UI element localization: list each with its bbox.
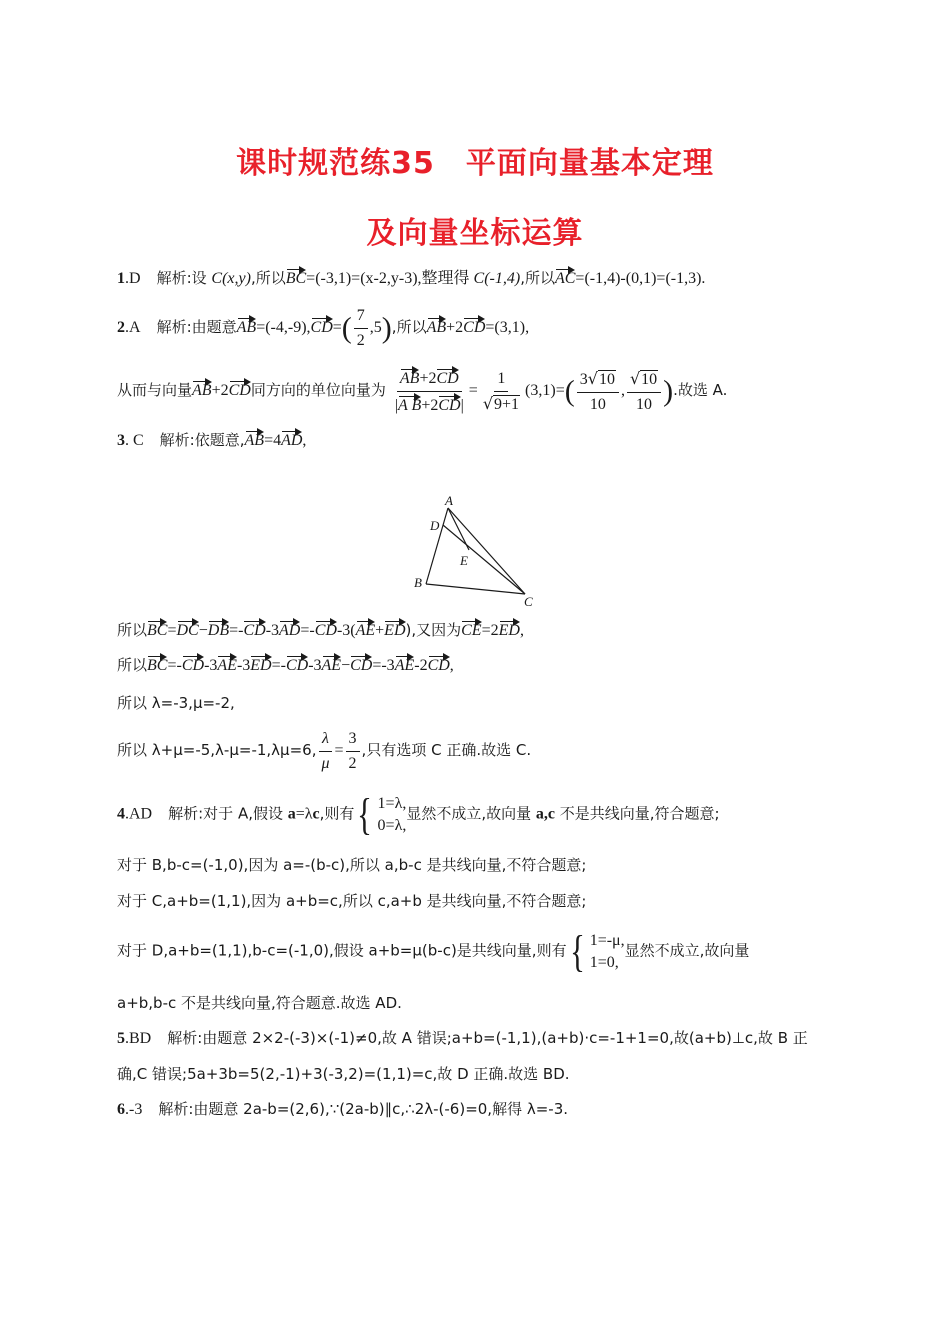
- q3-derivation-3: 所以 λ=-3,μ=-2,: [117, 694, 235, 712]
- q2-text: +2: [446, 319, 464, 337]
- q1-text: =(-1,4)-(0,1)=(-1,3).: [575, 270, 706, 287]
- paren-right: ): [663, 374, 674, 408]
- vector-ab: AB: [237, 315, 257, 337]
- unit-vector-fraction: $\frac{AB+2CD}{\text{|A B+2CD|}}$: [392, 366, 467, 417]
- fraction: $\frac{\lambda}{\mu}$: [318, 728, 332, 775]
- equation-system: { 1=λ, 0=λ,: [357, 790, 407, 839]
- q2-text: (3,1)=: [525, 382, 565, 400]
- vector-ab: AB: [192, 378, 212, 400]
- q5-number: 5: [117, 1030, 125, 1047]
- vector-ad: AD: [281, 428, 302, 450]
- q1-number: 1: [117, 270, 125, 287]
- q3-text: =4: [264, 432, 282, 449]
- q6-answer: .-3: [125, 1101, 143, 1118]
- q2-text: =(3,1),: [485, 319, 530, 337]
- paren-left: (: [564, 374, 575, 408]
- q1-text: ,所以: [520, 269, 555, 287]
- label-e: E: [460, 553, 468, 568]
- vector-ab: AB: [427, 315, 447, 337]
- q3-line: [117, 428, 306, 452]
- vector-ab: AB: [245, 428, 265, 450]
- q2-text: 同方向的单位向量为: [250, 381, 386, 400]
- segment-dc: [443, 525, 525, 594]
- q2-text: ,: [620, 382, 625, 400]
- q1-text: ,所以: [250, 269, 286, 287]
- q3-text: ,: [302, 432, 307, 449]
- q6-number: 6: [117, 1101, 125, 1118]
- q5-answer: .BD: [125, 1030, 152, 1047]
- q2-answer: .A: [125, 319, 141, 337]
- fraction: $\frac{7}{2}$: [354, 305, 368, 352]
- segment-ae: [448, 508, 469, 550]
- triangle-figure: [410, 492, 550, 612]
- q2-text: ,所以: [391, 318, 427, 337]
- q5-jiexi: 解析:: [167, 1029, 203, 1047]
- q4-option-b: 对于 B,b-c=(-1,0),因为 a=-(b-c),所以 a,b-c 是共线向量,不符合题意;: [117, 856, 587, 874]
- q3-derivation-4: 所以 λ+μ=-5,λ-μ=-1,λμ=6, $\frac{\lambda}{\mu}$ = $\frac{3}{2}$ ,只有选项 C 正确.故选 C.: [117, 728, 531, 775]
- fraction: $\frac{1}{√9+1}$: [482, 369, 520, 413]
- q1-text: 设: [191, 269, 212, 287]
- q1-jiexi: 解析:: [156, 269, 192, 287]
- q4-answer: .AD: [125, 805, 153, 823]
- segment-bc: [426, 584, 525, 594]
- q5-line2: 确,C 错误;5a+3b=5(2,-1)+3(-3,2)=(1,1)=c,故 D 正确.故选 BD.: [117, 1065, 570, 1083]
- segment-ac: [448, 508, 525, 594]
- q4-number: 4: [117, 805, 125, 823]
- vector-cd: CD: [229, 378, 251, 400]
- q3-number: 3: [117, 432, 125, 449]
- q3-answer: . C: [125, 432, 144, 449]
- label-c: C: [524, 594, 533, 609]
- q2-line1: [117, 305, 529, 352]
- q2-text: 由题意: [191, 318, 237, 337]
- paren-right: ): [381, 311, 392, 345]
- q2-number: 2: [117, 319, 125, 337]
- q4-line: 4.AD 解析:对于 A,假设 a=λc,则有 { 1=λ, 0=λ, 显然不成立,故向量 a,c 不是共线向量,符合题意;: [117, 790, 720, 839]
- vector-bc: BC: [286, 266, 306, 288]
- fraction: $\frac{3√10}{10}$: [577, 368, 619, 416]
- label-a: A: [445, 493, 453, 508]
- q6-jiexi: 解析:: [158, 1100, 194, 1118]
- q2-text: =: [468, 382, 478, 400]
- page-title-line2: 及向量坐标运算: [366, 216, 584, 251]
- q4-option-d: 对于 D,a+b=(1,1),b-c=(-1,0),假设 a+b=μ(b-c)是共线向量,则有 { 1=-μ, 1=0, 显然不成立,故向量: [117, 927, 750, 976]
- paren-left: (: [341, 311, 352, 345]
- fraction: $\frac{√10}{10}$: [627, 368, 661, 416]
- page-title-line1: 课时规范练35 平面向量基本定理: [236, 146, 714, 181]
- q2-jiexi: 解析:: [156, 318, 192, 337]
- vector-ac: AC: [555, 266, 575, 288]
- q1-point: C(-1,4): [473, 270, 521, 287]
- q2-text: =(-4,-9),: [256, 319, 311, 337]
- q2-line2: [117, 366, 727, 417]
- q4-conclusion: a+b,b-c 不是共线向量,符合题意.故选 AD.: [117, 994, 402, 1012]
- q2-text: ,5: [369, 319, 382, 337]
- q2-text: =: [332, 319, 342, 337]
- q3-jiexi: 解析:: [159, 431, 195, 449]
- q4-jiexi: 解析:: [168, 804, 204, 823]
- q2-text: +2: [211, 382, 229, 400]
- q1-line: [117, 266, 705, 290]
- q5-line1: 5.BD 解析:由题意 2×2-(-3)×(-1)≠0,故 A 错误;a+b=(-1,1),(a+b)·c=-1+1=0,故(a+b)⊥c,故 B 正: [117, 1029, 808, 1047]
- q2-text: 从而与向量: [117, 381, 193, 400]
- q1-answer: .D: [125, 270, 141, 287]
- q2-text: .故选 A.: [673, 381, 728, 400]
- q3-derivation-2: 所以BC=-CD-3AE-3ED=-CD-3AE−CD=-3AE-2CD,: [117, 653, 454, 677]
- label-d: D: [430, 518, 440, 533]
- fraction: $\frac{3}{2}$: [346, 728, 360, 775]
- q6-line: 6.-3 解析:由题意 2a-b=(2,6),∵(2a-b)∥c,∴2λ-(-6)=0,解得 λ=-3.: [117, 1100, 569, 1118]
- q4-option-c: 对于 C,a+b=(1,1),因为 a+b=c,所以 c,a+b 是共线向量,不符合题意;: [117, 892, 587, 910]
- vector-cd: CD: [311, 315, 333, 337]
- q1-point: C(x,y): [211, 270, 251, 287]
- vector-cd: CD: [463, 315, 485, 337]
- q3-derivation-1: 所以BC=DC−DB=-CD-3AD=-CD-3(AE+ED),又因为CE=2ED,: [117, 618, 524, 642]
- q3-text: 依题意,: [194, 431, 245, 449]
- label-b: B: [414, 575, 422, 590]
- q1-text: =(-3,1)=(x-2,y-3),整理得: [306, 270, 474, 287]
- equation-system: { 1=-μ, 1=0,: [569, 927, 625, 976]
